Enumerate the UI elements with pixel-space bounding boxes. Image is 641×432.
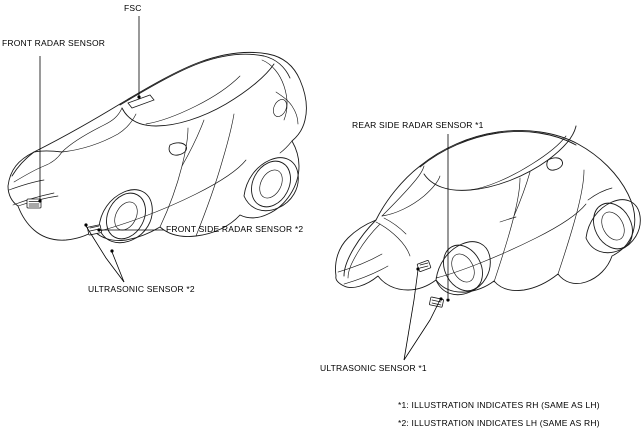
left-vehicle-leader-lines	[38, 16, 164, 282]
label-rear-side-radar-sensor: REAR SIDE RADAR SENSOR *1	[352, 120, 484, 130]
footnote-2: *2: ILLUSTRATION INDICATES LH (SAME AS RH)	[398, 418, 600, 428]
left-vehicle-front-view	[8, 52, 306, 245]
label-front-side-radar-sensor: FRONT SIDE RADAR SENSOR *2	[166, 224, 304, 234]
right-vehicle-leader-lines	[404, 134, 450, 360]
footnote-1: *1: ILLUSTRATION INDICATES RH (SAME AS LH)	[398, 400, 600, 410]
right-vehicle-rear-view	[336, 126, 641, 307]
label-ultrasonic-sensor-front: ULTRASONIC SENSOR *2	[88, 284, 195, 294]
label-fsc: FSC	[124, 3, 142, 13]
label-ultrasonic-sensor-rear: ULTRASONIC SENSOR *1	[320, 363, 427, 373]
label-front-radar-sensor: FRONT RADAR SENSOR	[2, 38, 106, 48]
